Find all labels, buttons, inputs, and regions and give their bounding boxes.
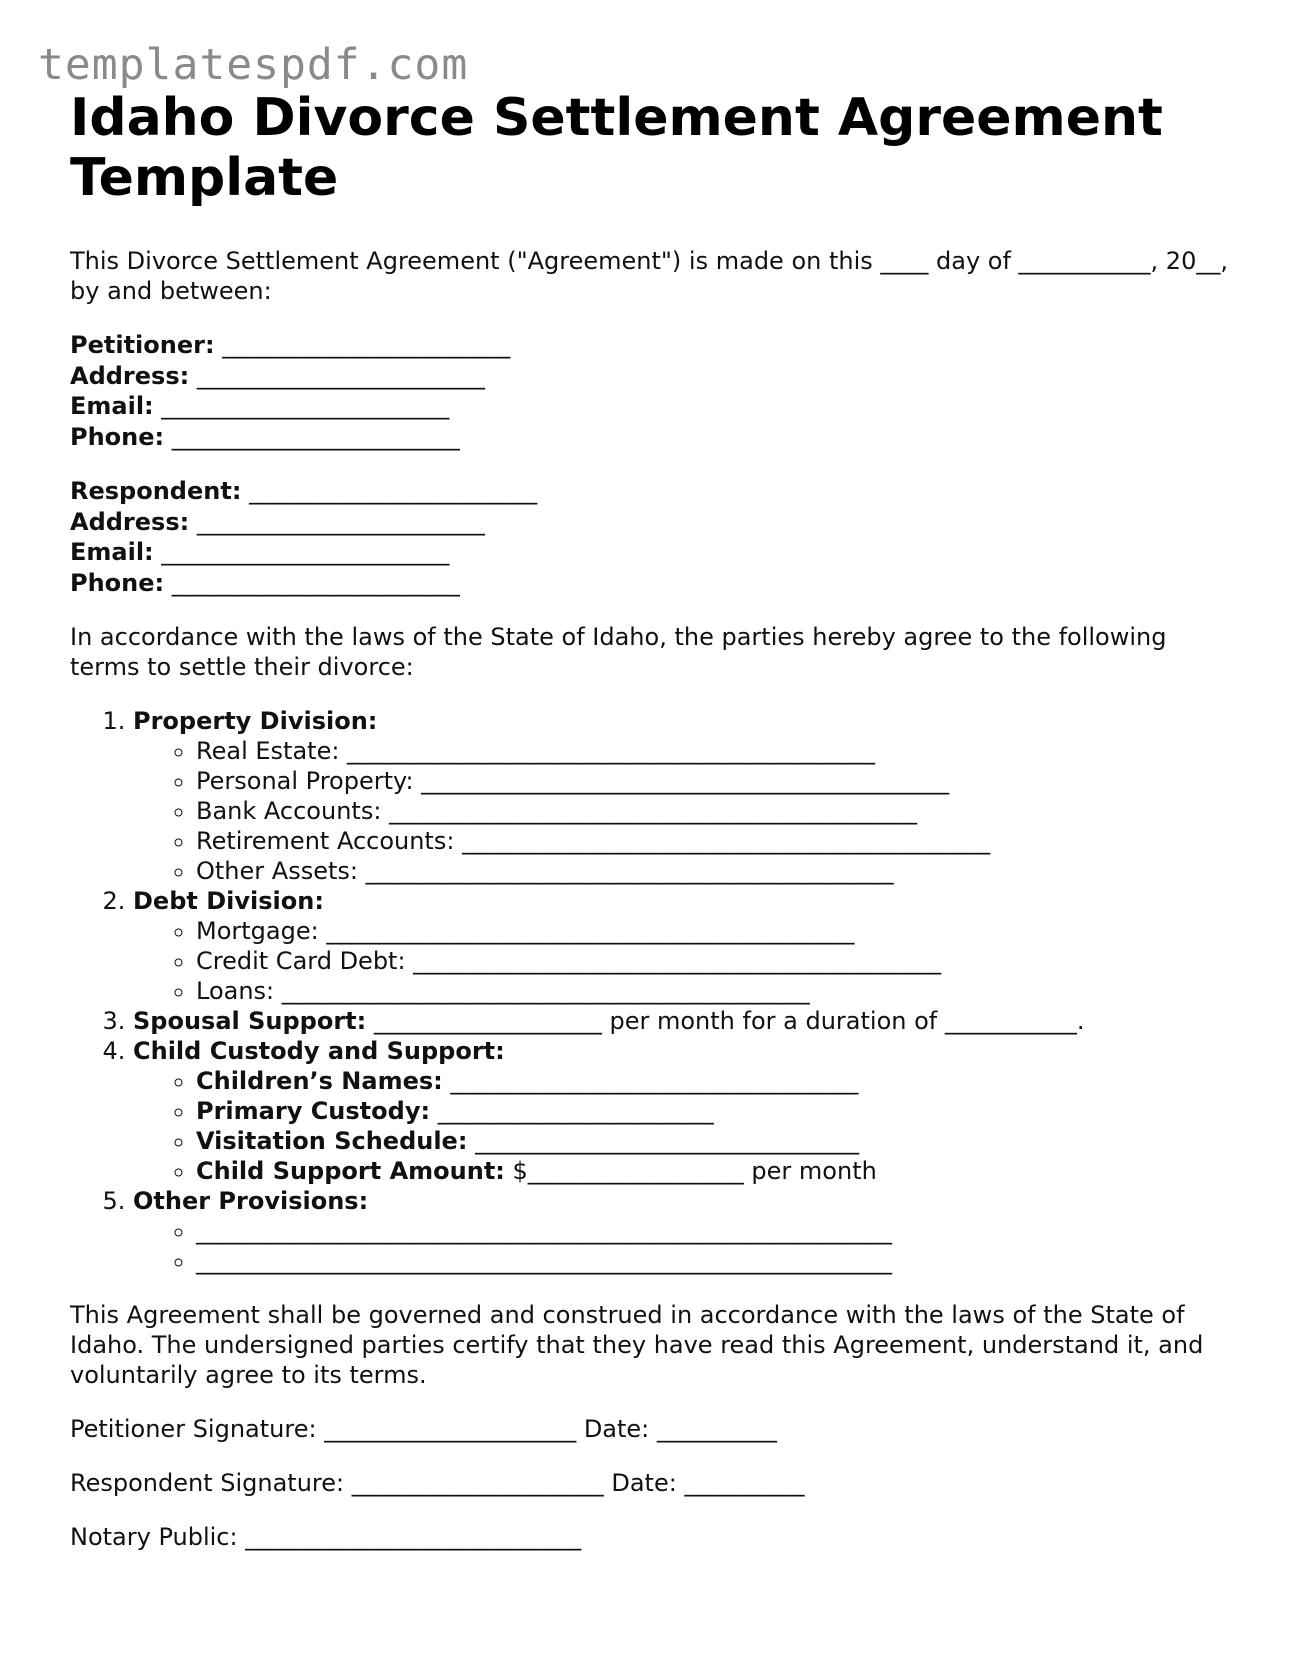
email-label: Email: bbox=[70, 392, 154, 420]
list-item[interactable]: ◦ Real Estate: ____________________________________________ bbox=[196, 736, 1230, 766]
list-item[interactable]: ◦ Other Assets: ____________________________________________ bbox=[196, 856, 1230, 886]
respondent-address-row bbox=[70, 507, 1230, 538]
primary-custody-blank[interactable]: _______________________ bbox=[430, 1097, 714, 1125]
address-label: Address: bbox=[70, 361, 190, 390]
list-item[interactable]: ◦ __________________________________________________________ bbox=[196, 1246, 1230, 1276]
petitioner-email-row bbox=[70, 391, 1230, 422]
list-item bbox=[196, 1126, 1230, 1156]
other-sublist bbox=[133, 1216, 1230, 1276]
property-sublist bbox=[133, 736, 1230, 886]
spousal-support-blank[interactable]: ___________________ per month for a duration of ___________. bbox=[366, 1007, 1085, 1035]
list-item[interactable]: ◦ Retirement Accounts: ____________________________________________ bbox=[196, 826, 1230, 856]
respondent-name-blank[interactable]: ________________________ bbox=[249, 477, 538, 505]
watermark: templatespdf.com bbox=[38, 40, 469, 90]
respondent-name-row bbox=[70, 476, 1230, 507]
respondent-signature-line[interactable]: Respondent Signature: _____________________ Date: __________ bbox=[70, 1469, 805, 1497]
document-title: Idaho Divorce Settlement Agreement Template bbox=[70, 88, 1163, 208]
terms-list bbox=[70, 706, 1230, 1276]
email-label: Email: bbox=[70, 538, 154, 566]
list-item bbox=[196, 1066, 1230, 1096]
custody-sublist bbox=[133, 1066, 1230, 1186]
respondent-email-blank[interactable]: ________________________ bbox=[161, 538, 450, 566]
respondent-address-blank[interactable]: ________________________ bbox=[196, 507, 485, 536]
phone-label: Phone: bbox=[70, 422, 165, 451]
term-heading: Property Division: bbox=[133, 707, 378, 735]
term-other-provisions bbox=[133, 1186, 1230, 1276]
respondent-phone-row bbox=[70, 568, 1230, 599]
respondent-phone-blank[interactable]: ________________________ bbox=[171, 568, 460, 597]
respondent-label: Respondent: bbox=[70, 477, 242, 505]
petitioner-phone-row bbox=[70, 422, 1230, 453]
term-child-custody bbox=[133, 1036, 1230, 1186]
respondent-email-row bbox=[70, 537, 1230, 568]
petitioner-address-blank[interactable]: ________________________ bbox=[196, 361, 485, 390]
childrens-names-blank[interactable]: __________________________________ bbox=[442, 1067, 859, 1095]
term-heading: Other Provisions: bbox=[133, 1187, 369, 1215]
closing-paragraph: This Agreement shall be governed and construed in accordance with the laws of the State of Idaho. The undersigned parties certify that they have read this Agreement, understand it, and voluntarily agree to its terms. bbox=[70, 1301, 1204, 1389]
list-item[interactable]: ◦ Personal Property: ____________________________________________ bbox=[196, 766, 1230, 796]
list-item[interactable]: ◦ Bank Accounts: ____________________________________________ bbox=[196, 796, 1230, 826]
petitioner-name-row bbox=[70, 330, 1230, 361]
petitioner-phone-blank[interactable]: ________________________ bbox=[171, 422, 460, 451]
visitation-blank[interactable]: ________________________________ bbox=[467, 1127, 860, 1155]
term-heading: Child Custody and Support: bbox=[133, 1037, 505, 1065]
document-body bbox=[70, 88, 1230, 1552]
petitioner-label: Petitioner: bbox=[70, 331, 215, 359]
petitioner-signature-line[interactable]: Petitioner Signature: _____________________ Date: __________ bbox=[70, 1415, 777, 1443]
list-item[interactable]: ◦ __________________________________________________________ bbox=[196, 1216, 1230, 1246]
support-amount-label: Child Support Amount: bbox=[196, 1157, 505, 1185]
childrens-names-label: Children’s Names: bbox=[196, 1067, 443, 1095]
term-spousal-support bbox=[133, 1006, 1230, 1036]
term-debt-division bbox=[133, 886, 1230, 1006]
notary-line[interactable]: Notary Public: ____________________________ bbox=[70, 1523, 582, 1551]
visitation-label: Visitation Schedule: bbox=[196, 1127, 468, 1155]
list-item[interactable]: ◦ Loans: ____________________________________________ bbox=[196, 976, 1230, 1006]
list-item[interactable]: ◦ Credit Card Debt: ____________________________________________ bbox=[196, 946, 1230, 976]
list-item bbox=[196, 1096, 1230, 1126]
address-label: Address: bbox=[70, 507, 190, 536]
primary-custody-label: Primary Custody: bbox=[196, 1097, 431, 1125]
petitioner-address-row bbox=[70, 361, 1230, 392]
debt-sublist bbox=[133, 916, 1230, 1006]
phone-label: Phone: bbox=[70, 568, 165, 597]
intro-paragraph: This Divorce Settlement Agreement ("Agreement") is made on this ____ day of ___________, 20__, by and between: bbox=[70, 247, 1228, 305]
support-amount-blank[interactable]: $__________________ per month bbox=[504, 1157, 877, 1185]
list-item[interactable]: ◦ Mortgage: ____________________________________________ bbox=[196, 916, 1230, 946]
term-property-division bbox=[133, 706, 1230, 886]
respondent-block bbox=[70, 476, 1230, 598]
term-heading: Debt Division: bbox=[133, 887, 324, 915]
petitioner-block bbox=[70, 330, 1230, 452]
term-heading: Spousal Support: bbox=[133, 1007, 367, 1035]
terms-intro-paragraph: In accordance with the laws of the State of Idaho, the parties hereby agree to the following terms to settle their divorce: bbox=[70, 623, 1167, 681]
petitioner-name-blank[interactable]: ________________________ bbox=[222, 331, 511, 359]
list-item bbox=[196, 1156, 1230, 1186]
petitioner-email-blank[interactable]: ________________________ bbox=[161, 392, 450, 420]
